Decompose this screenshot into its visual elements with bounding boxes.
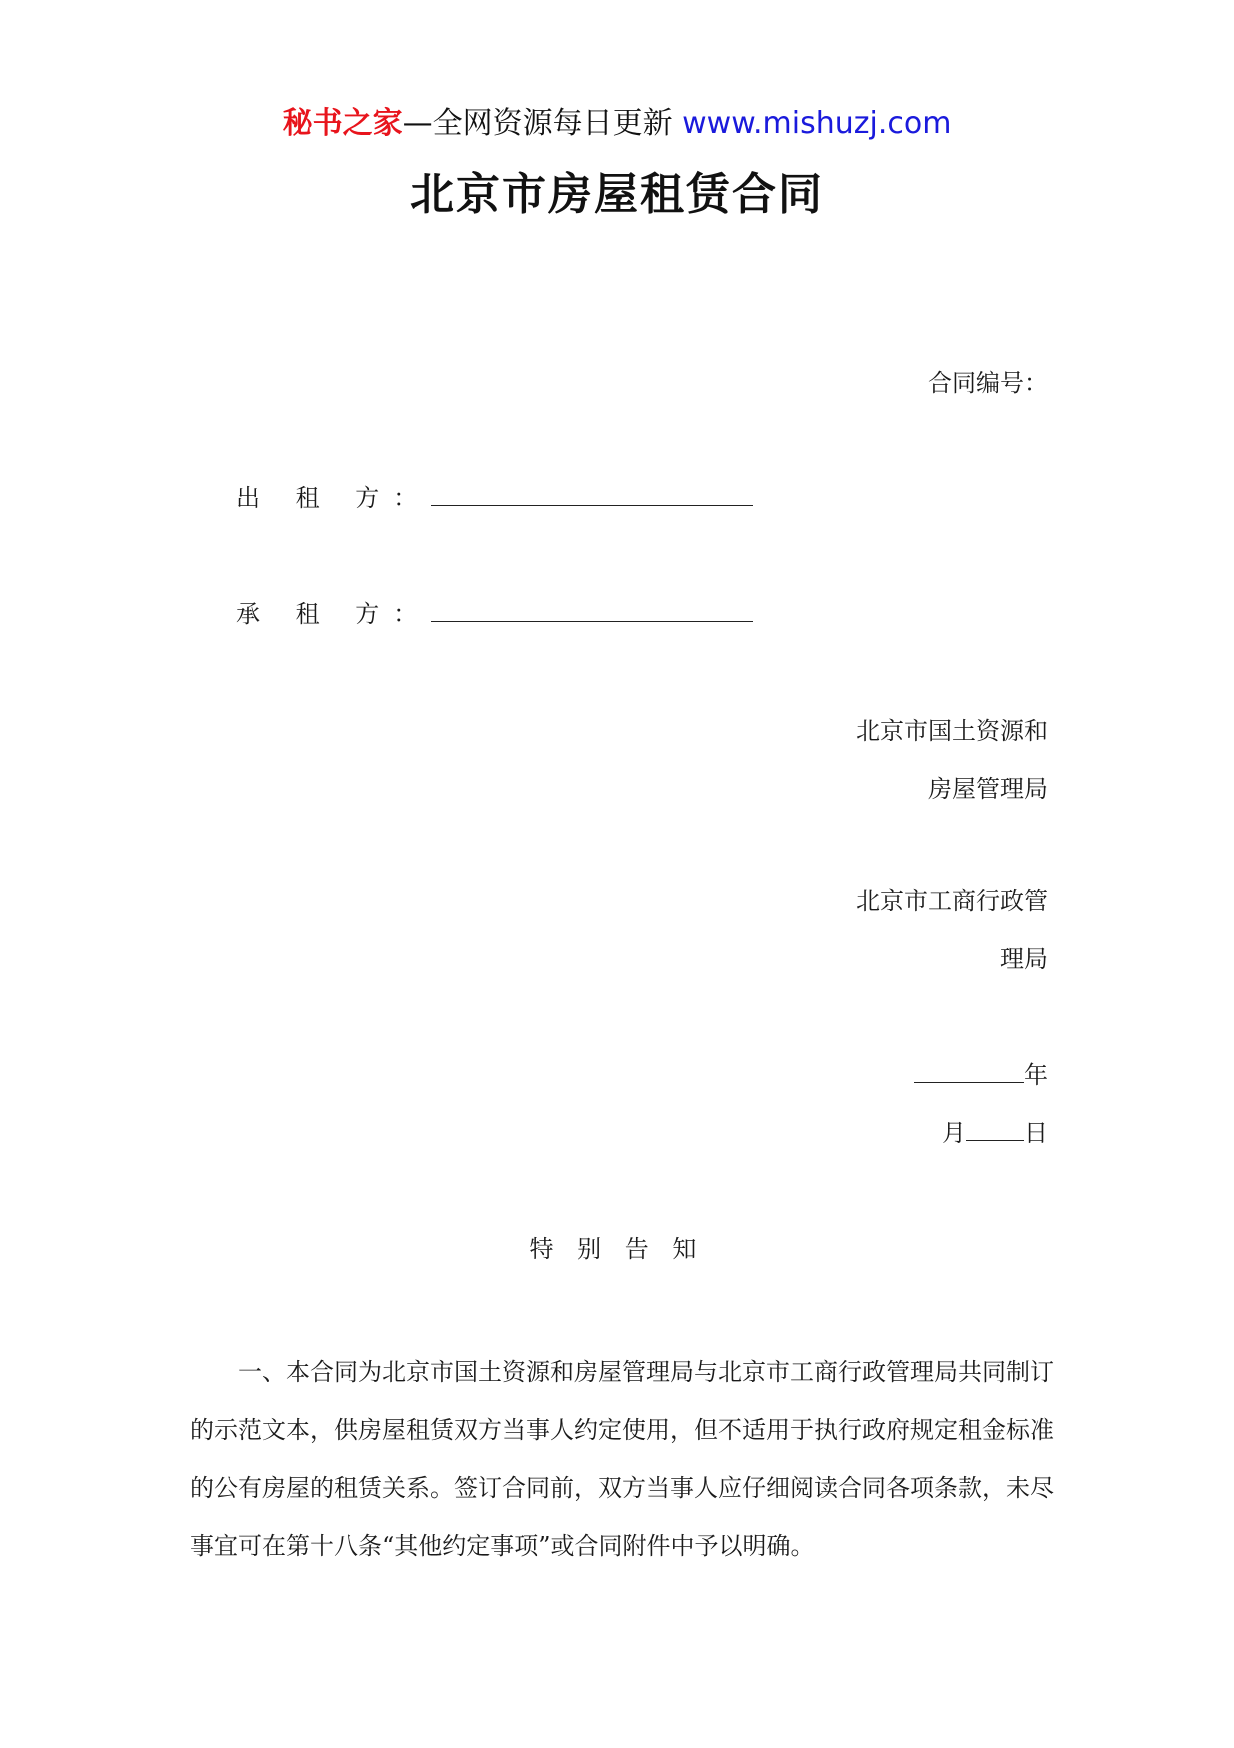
document-title: 北京市房屋租赁合同 bbox=[410, 169, 824, 220]
day-blank[interactable] bbox=[966, 1118, 1024, 1141]
month-label: 月 bbox=[942, 1119, 966, 1147]
date-year bbox=[914, 1060, 1048, 1090]
notice-heading: 特 别 告 知 bbox=[529, 1235, 705, 1263]
lessor-blank[interactable] bbox=[431, 483, 753, 506]
issuer2-line2: 理局 bbox=[1000, 945, 1048, 973]
banner-tagline: —全网资源每日更新 bbox=[402, 106, 673, 141]
lessor-label: 出 租 方： bbox=[236, 484, 432, 512]
year-blank[interactable] bbox=[914, 1060, 1024, 1083]
lessor-field bbox=[236, 483, 753, 513]
lessee-field bbox=[236, 599, 753, 629]
lessee-label: 承 租 方： bbox=[236, 600, 432, 628]
site-banner bbox=[0, 104, 1234, 144]
year-label: 年 bbox=[1024, 1061, 1048, 1089]
day-label: 日 bbox=[1024, 1119, 1048, 1147]
notice-paragraph-1: 一、本合同为北京市国土资源和房屋管理局与北京市工商行政管理局共同制订的示范文本，供房屋租赁双方当事人约定使用，但不适用于执行政府规定租金标准的公有房屋的租赁关系。签订合同前，双方当事人应仔细阅读合同各项条款，未尽事宜可在第十八条“其他约定事项”或合同附件中予以明确。 bbox=[190, 1358, 1054, 1560]
banner-url-link[interactable]: www.mishuzj.com bbox=[682, 106, 952, 141]
lessee-blank[interactable] bbox=[431, 599, 753, 622]
issuer2-line1: 北京市工商行政管 bbox=[856, 887, 1048, 915]
contract-number-label: 合同编号： bbox=[928, 369, 1048, 397]
banner-brand: 秘书之家 bbox=[282, 106, 403, 141]
issuer1-line2: 房屋管理局 bbox=[928, 775, 1048, 803]
date-month-day bbox=[942, 1118, 1048, 1148]
issuer1-line1: 北京市国土资源和 bbox=[856, 717, 1048, 745]
